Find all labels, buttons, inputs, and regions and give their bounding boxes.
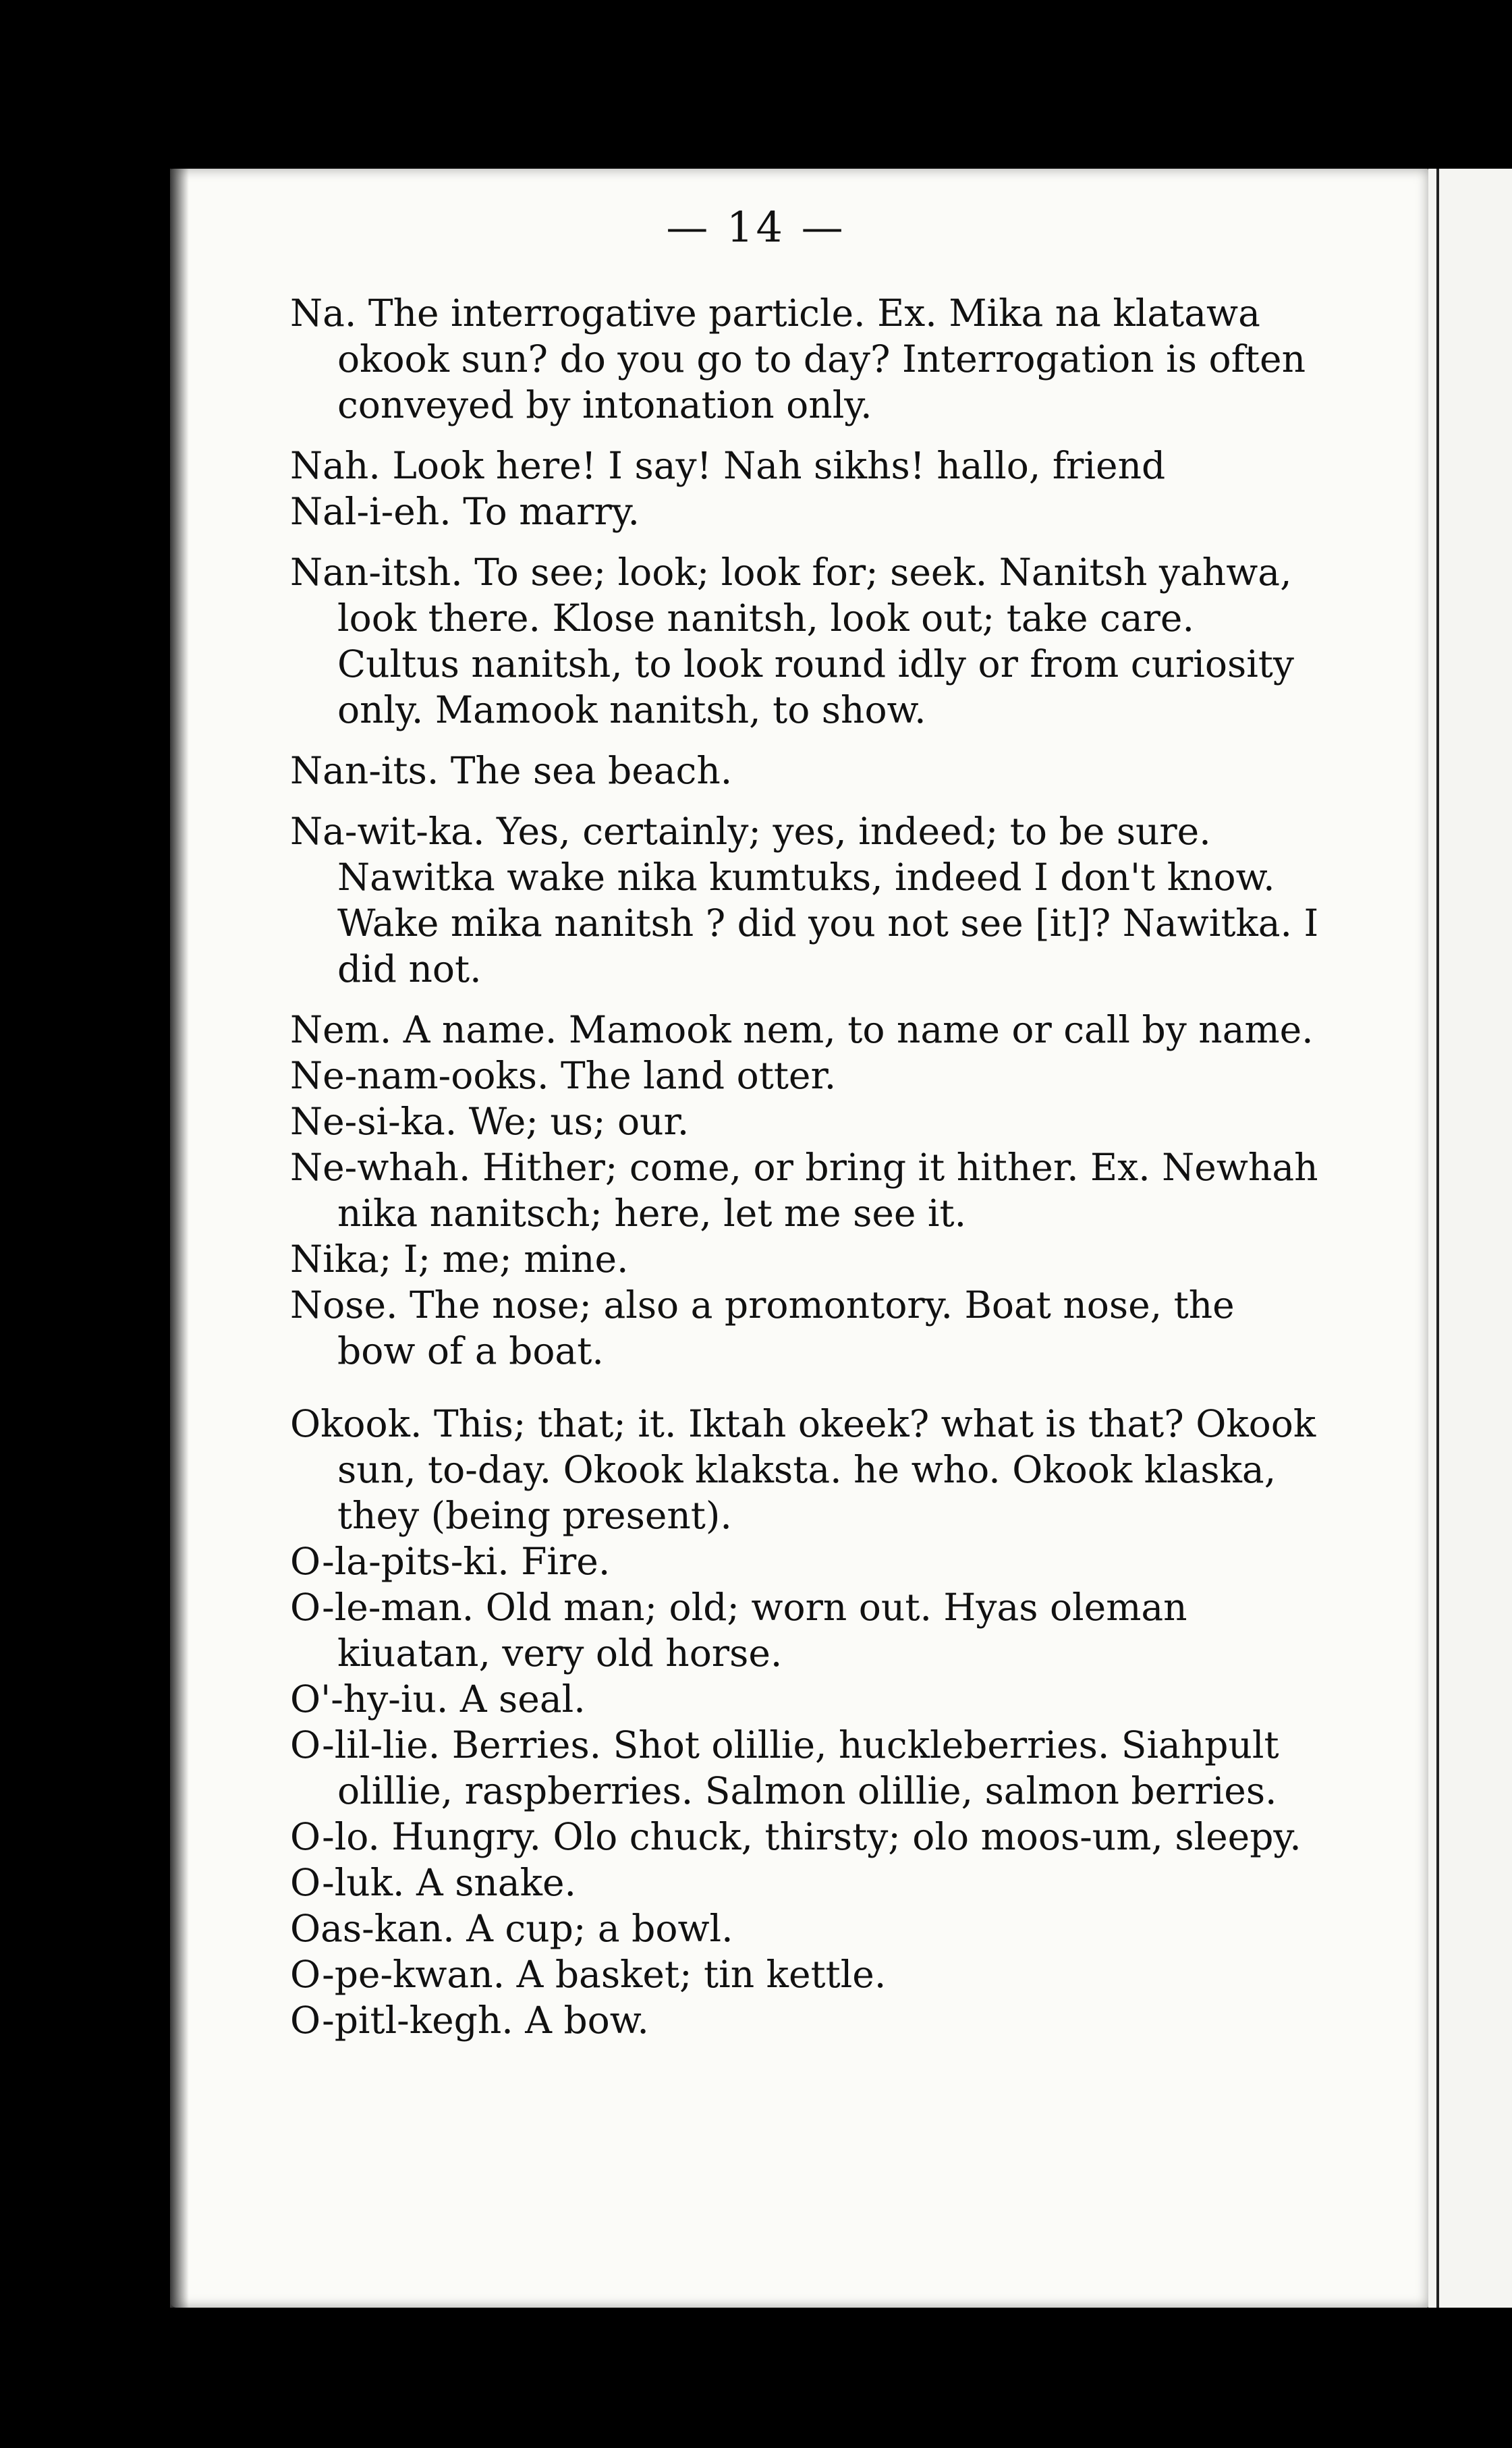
dictionary-entry	[290, 808, 1322, 992]
entry-definition: To marry.	[463, 490, 640, 533]
dictionary-entry	[290, 1860, 1322, 1905]
dictionary-entry	[290, 1053, 1322, 1098]
entry-definition: Fire.	[521, 1540, 611, 1583]
entry-definition: This; that; it. Iktah okeek? what is that? Okook sun, to-day. Okook klaksta. he who. Okook klaska, they (being present).	[337, 1402, 1316, 1537]
entry-word: Okook.	[290, 1402, 422, 1445]
entry-word: Oas-kan.	[290, 1907, 455, 1950]
entry-word: Nika;	[290, 1237, 392, 1281]
entry-definition: Hither; come, or bring it hither. Ex. Newhah nika nanitsch; here, let me see it.	[337, 1146, 1318, 1235]
entry-definition: The interrogative particle. Ex. Mika na klatawa okook sun? do you go to day? Interrogation is often conveyed by intonation only.	[337, 291, 1306, 426]
page-number: — 14 —	[666, 202, 846, 252]
entry-definition: I; me; mine.	[403, 1237, 629, 1281]
entry-word: Nah.	[290, 444, 381, 487]
dictionary-entry	[290, 443, 1322, 489]
entry-word: O-le-man.	[290, 1586, 474, 1629]
entry-word: Na.	[290, 291, 357, 335]
dictionary-entry	[290, 1538, 1322, 1584]
entry-word: Nem.	[290, 1008, 392, 1051]
entry-word: Nose.	[290, 1283, 398, 1327]
entry-definition: A snake.	[416, 1861, 576, 1904]
entry-definition: Look here! I say! Nah sikhs! hallo, friend	[392, 444, 1166, 487]
entry-word: O-lo.	[290, 1815, 380, 1858]
entry-definition: A basket; tin kettle.	[516, 1953, 887, 1996]
dictionary-entry	[290, 748, 1322, 794]
entry-definition: The land otter.	[560, 1054, 837, 1097]
entry-word: Na-wit-ka.	[290, 810, 485, 853]
entry-definition: Hungry. Olo chuck, thirsty; olo moos-um, sleepy.	[391, 1815, 1301, 1858]
dictionary-entries	[290, 290, 1322, 2043]
entry-word: O-pe-kwan.	[290, 1953, 505, 1996]
entry-definition: We; us; our.	[468, 1100, 690, 1143]
dictionary-entry	[290, 290, 1322, 428]
entry-definition: Yes, certainly; yes, indeed; to be sure. Nawitka wake nika kumtuks, indeed I don't know. Wake mika nanitsh ? did you not see [it]? Nawitka. I did not.	[337, 810, 1319, 991]
dictionary-entry	[290, 1007, 1322, 1053]
entry-word: Nal-i-eh.	[290, 490, 451, 533]
entry-word: Nan-its.	[290, 749, 439, 792]
entry-word: Nan-itsh.	[290, 551, 463, 594]
dictionary-entry	[290, 1997, 1322, 2043]
dictionary-entry	[290, 1236, 1322, 1282]
dictionary-entry	[290, 1951, 1322, 1997]
entry-word: O-pitl-kegh.	[290, 1999, 513, 2042]
entry-word: O-lil-lie.	[290, 1723, 441, 1767]
entry-definition: A name. Mamook nem, to name or call by name.	[403, 1008, 1314, 1051]
dictionary-entry	[290, 1814, 1322, 1860]
dictionary-entry	[290, 1905, 1322, 1951]
dictionary-entry	[290, 1098, 1322, 1144]
dictionary-entry	[290, 489, 1322, 534]
entry-definition: To see; look; look for; seek. Nanitsh yahwa, look there. Klose nanitsh, look out; take care. Cultus nanitsh, to look round idly or from curiosity only. Mamook nanitsh, to show.	[337, 551, 1294, 731]
adjacent-page-edge	[1428, 169, 1512, 2308]
dictionary-entry	[290, 1401, 1322, 1538]
entry-definition: Berries. Shot olillie, huckleberries. Siahpult olillie, raspberries. Salmon olillie, salmon berries.	[337, 1723, 1279, 1812]
entry-definition: The sea beach.	[450, 749, 733, 792]
entry-word: O-luk.	[290, 1861, 405, 1904]
entry-word: Ne-si-ka.	[290, 1100, 457, 1143]
entry-word: Ne-nam-ooks.	[290, 1054, 549, 1097]
entry-word: O-la-pits-ki.	[290, 1540, 509, 1583]
dictionary-entry	[290, 1722, 1322, 1814]
entry-word: O'-hy-iu.	[290, 1677, 449, 1721]
entry-definition: A cup; a bowl.	[466, 1907, 733, 1950]
dictionary-entry	[290, 1144, 1322, 1236]
dictionary-entry	[290, 1676, 1322, 1722]
entry-definition: A seal.	[459, 1677, 586, 1721]
entry-definition: The nose; also a promontory. Boat nose, the bow of a boat.	[337, 1283, 1235, 1372]
dictionary-entry	[290, 1282, 1322, 1374]
entry-definition: A bow.	[525, 1999, 649, 2042]
dictionary-entry	[290, 549, 1322, 733]
dictionary-entry	[290, 1584, 1322, 1676]
entry-word: Ne-whah.	[290, 1146, 471, 1189]
entry-definition: Old man; old; worn out. Hyas oleman kiuatan, very old horse.	[337, 1586, 1187, 1675]
